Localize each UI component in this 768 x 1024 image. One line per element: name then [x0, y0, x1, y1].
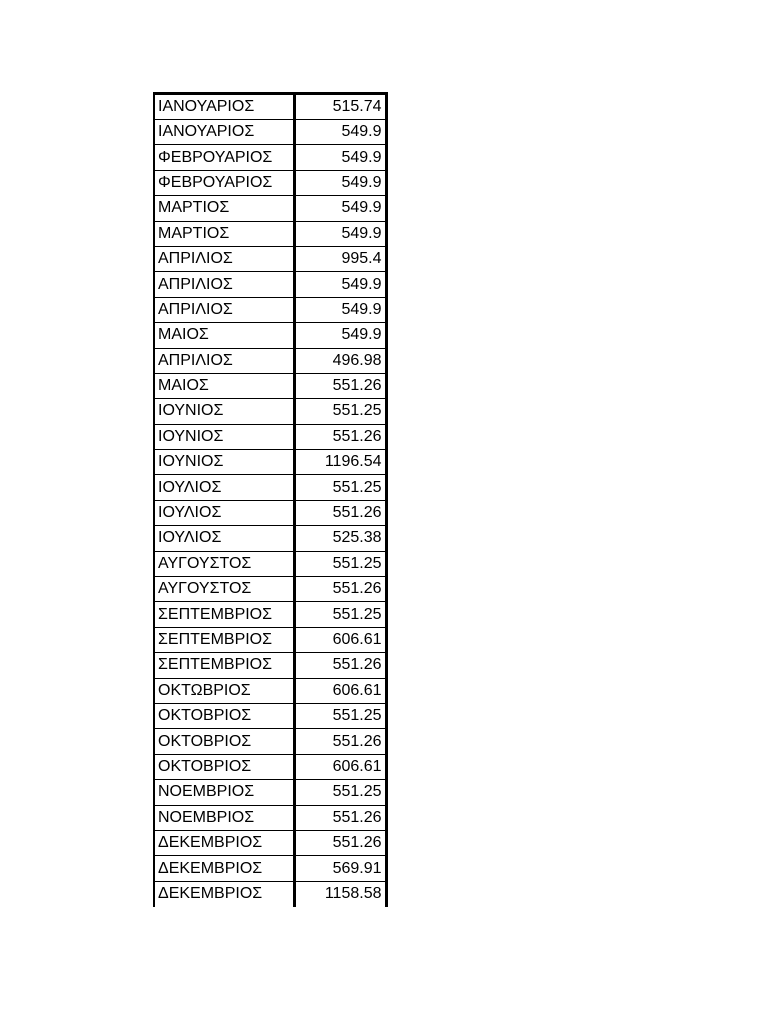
table-row: [154, 577, 386, 602]
payments-table: [153, 92, 388, 907]
month-cell: ΦΕΒΡΟΥΑΡΙΟΣ: [154, 170, 294, 195]
amount-cell: 551.26: [294, 500, 386, 525]
amount-cell: 549.9: [294, 120, 386, 145]
table-row: [154, 780, 386, 805]
month-cell: ΑΠΡΙΛΙΟΣ: [154, 348, 294, 373]
table-row: [154, 703, 386, 728]
payments-table-body: [154, 94, 386, 907]
table-row: [154, 754, 386, 779]
table-row: [154, 526, 386, 551]
amount-cell: 549.9: [294, 272, 386, 297]
month-cell: ΣΕΠΤΕΜΒΡΙΟΣ: [154, 602, 294, 627]
month-cell: ΟΚΤΩΒΡΙΟΣ: [154, 678, 294, 703]
table-row: [154, 627, 386, 652]
month-cell: ΑΠΡΙΛΙΟΣ: [154, 246, 294, 271]
amount-cell: 496.98: [294, 348, 386, 373]
month-cell: ΣΕΠΤΕΜΒΡΙΟΣ: [154, 653, 294, 678]
month-cell: ΙΑΝΟΥΑΡΙΟΣ: [154, 120, 294, 145]
month-cell: ΦΕΒΡΟΥΑΡΙΟΣ: [154, 145, 294, 170]
month-cell: ΜΑΡΤΙΟΣ: [154, 221, 294, 246]
month-cell: ΣΕΠΤΕΜΒΡΙΟΣ: [154, 627, 294, 652]
table-row: [154, 830, 386, 855]
table-row: [154, 805, 386, 830]
month-cell: ΜΑΡΤΙΟΣ: [154, 196, 294, 221]
amount-cell: 606.61: [294, 678, 386, 703]
table-row: [154, 297, 386, 322]
month-cell: ΙΟΥΛΙΟΣ: [154, 526, 294, 551]
amount-cell: 549.9: [294, 323, 386, 348]
amount-cell: 551.25: [294, 551, 386, 576]
amount-cell: 606.61: [294, 627, 386, 652]
amount-cell: 551.26: [294, 653, 386, 678]
amount-cell: 525.38: [294, 526, 386, 551]
amount-cell: 995.4: [294, 246, 386, 271]
table-row: [154, 373, 386, 398]
table-row: [154, 196, 386, 221]
month-cell: ΙΟΥΛΙΟΣ: [154, 475, 294, 500]
amount-cell: 551.25: [294, 602, 386, 627]
month-cell: ΑΠΡΙΛΙΟΣ: [154, 272, 294, 297]
spreadsheet-page: [153, 92, 385, 907]
table-row: [154, 145, 386, 170]
month-cell: ΜΑΙΟΣ: [154, 323, 294, 348]
month-cell: ΑΥΓΟΥΣΤΟΣ: [154, 577, 294, 602]
month-cell: ΙΟΥΛΙΟΣ: [154, 500, 294, 525]
table-row: [154, 170, 386, 195]
amount-cell: 551.25: [294, 703, 386, 728]
table-row: [154, 551, 386, 576]
month-cell: ΟΚΤΟΒΡΙΟΣ: [154, 703, 294, 728]
table-row: [154, 856, 386, 881]
table-row: [154, 475, 386, 500]
table-row: [154, 221, 386, 246]
table-row: [154, 500, 386, 525]
month-cell: ΙΟΥΝΙΟΣ: [154, 399, 294, 424]
table-row: [154, 272, 386, 297]
month-cell: ΔΕΚΕΜΒΡΙΟΣ: [154, 856, 294, 881]
month-cell: ΝΟΕΜΒΡΙΟΣ: [154, 805, 294, 830]
amount-cell: 551.26: [294, 424, 386, 449]
month-cell: ΟΚΤΟΒΡΙΟΣ: [154, 754, 294, 779]
table-row: [154, 678, 386, 703]
table-row: [154, 399, 386, 424]
month-cell: ΑΠΡΙΛΙΟΣ: [154, 297, 294, 322]
month-cell: ΔΕΚΕΜΒΡΙΟΣ: [154, 881, 294, 906]
month-cell: ΝΟΕΜΒΡΙΟΣ: [154, 780, 294, 805]
amount-cell: 515.74: [294, 94, 386, 120]
amount-cell: 1196.54: [294, 450, 386, 475]
amount-cell: 551.26: [294, 830, 386, 855]
table-row: [154, 653, 386, 678]
amount-cell: 551.25: [294, 475, 386, 500]
month-cell: ΔΕΚΕΜΒΡΙΟΣ: [154, 830, 294, 855]
table-row: [154, 246, 386, 271]
amount-cell: 549.9: [294, 297, 386, 322]
amount-cell: 549.9: [294, 196, 386, 221]
amount-cell: 551.25: [294, 780, 386, 805]
amount-cell: 551.26: [294, 729, 386, 754]
month-cell: ΜΑΙΟΣ: [154, 373, 294, 398]
amount-cell: 549.9: [294, 221, 386, 246]
amount-cell: 549.9: [294, 145, 386, 170]
month-cell: ΟΚΤΟΒΡΙΟΣ: [154, 729, 294, 754]
table-row: [154, 120, 386, 145]
amount-cell: 551.26: [294, 373, 386, 398]
table-row: [154, 602, 386, 627]
table-row: [154, 424, 386, 449]
table-row: [154, 729, 386, 754]
table-row: [154, 450, 386, 475]
amount-cell: 606.61: [294, 754, 386, 779]
amount-cell: 1158.58: [294, 881, 386, 906]
amount-cell: 551.26: [294, 577, 386, 602]
table-row: [154, 94, 386, 120]
month-cell: ΙΟΥΝΙΟΣ: [154, 424, 294, 449]
month-cell: ΙΟΥΝΙΟΣ: [154, 450, 294, 475]
amount-cell: 549.9: [294, 170, 386, 195]
amount-cell: 551.25: [294, 399, 386, 424]
table-row: [154, 881, 386, 906]
table-row: [154, 348, 386, 373]
amount-cell: 569.91: [294, 856, 386, 881]
amount-cell: 551.26: [294, 805, 386, 830]
month-cell: ΑΥΓΟΥΣΤΟΣ: [154, 551, 294, 576]
month-cell: ΙΑΝΟΥΑΡΙΟΣ: [154, 94, 294, 120]
table-row: [154, 323, 386, 348]
